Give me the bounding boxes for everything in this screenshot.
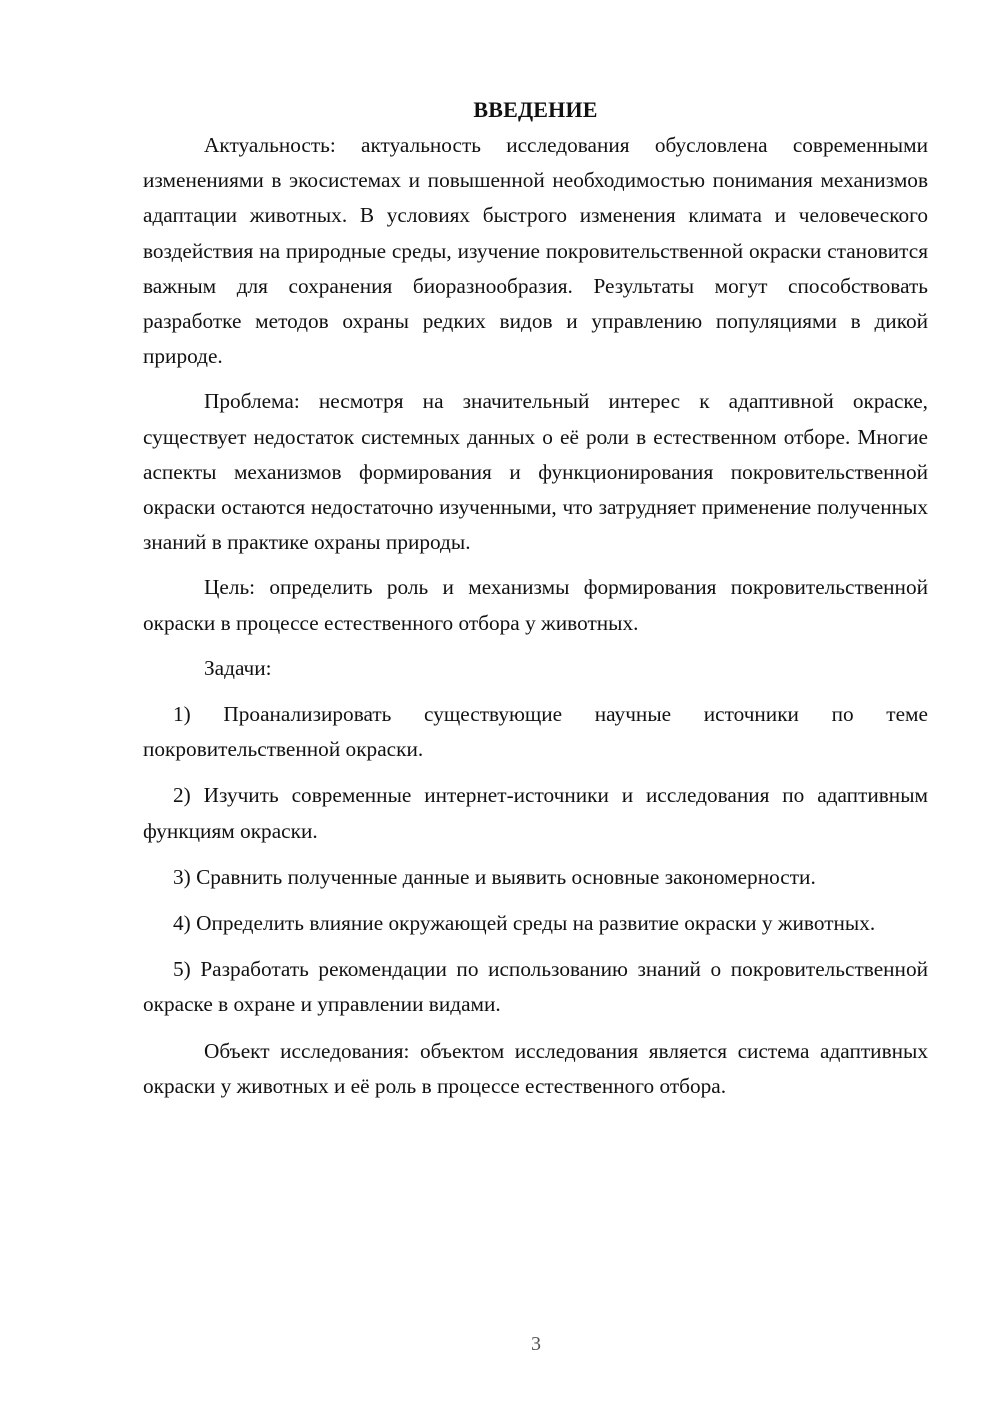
task-item-4: 4) Определить влияние окружающей среды на развитие окраски у животных. (173, 911, 876, 936)
paragraph-goal: Цель: определить роль и механизмы формирования покровительственной окраски в процессе естественного отбора у животных. (143, 575, 928, 635)
tasks-heading: Задачи: (204, 655, 272, 680)
page-title: ВВЕДЕНИЕ (473, 97, 598, 122)
page-number: 3 (531, 1333, 541, 1355)
paragraph-problem: Проблема: несмотря на значительный интерес к адаптивной окраске, существует недостаток системных данных о её роли в естественном отборе. Многие аспекты механизмов формирования и функционирования покровительственной окраски остаются недостаточно изученными, что затрудняет применение полученных знаний в практике охраны природы. (143, 389, 928, 555)
task-item-1: 1) Проанализировать существующие научные источники по теме покровительственной окраски. (143, 702, 928, 762)
paragraph-object: Объект исследования: объектом исследования является система адаптивных окраски у животных и её роль в процессе естественного отбора. (143, 1038, 928, 1098)
task-item-5: 5) Разработать рекомендации по использованию знаний о покровительственной окраске в охране и управлении видами. (143, 957, 928, 1017)
task-item-2: 2) Изучить современные интернет-источники и исследования по адаптивным функциям окраски. (143, 783, 928, 843)
paragraph-relevance: Актуальность: актуальность исследования обусловлена современными изменениями в экосистемах и повышенной необходимостью понимания механизмов адаптации животных. В условиях быстрого изменения климата и человеческого воздействия на природные среды, изучение покровительственной окраски становится важным для сохранения биоразнообразия. Результаты могут способствовать разработке методов охраны редких видов и управлению популяциями в дикой природе. (143, 133, 928, 369)
task-item-3: 3) Сравнить полученные данные и выявить основные закономерности. (173, 864, 816, 889)
document-page (143, 92, 928, 1104)
